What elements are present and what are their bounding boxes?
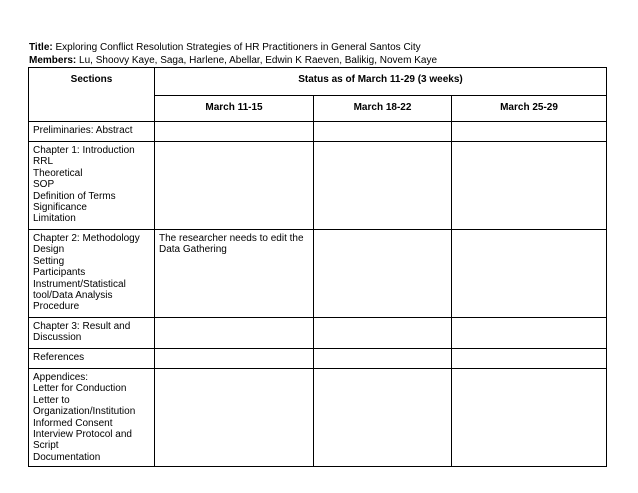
members-text: Lu, Shoovy Kaye, Saga, Harlene, Abellar, Edwin K Raeven, Balikig, Novem Kaye [79,55,438,66]
section-line: Discussion [33,332,82,344]
section-line: Appendices: [33,372,89,383]
section-line: Procedure [33,301,80,313]
section-line: SOP [33,179,55,191]
section-line: Informed Consent [33,417,113,429]
status-cell-week-2 [314,230,452,318]
table-row [29,369,607,467]
table-body [29,122,607,467]
section-line: Participants [33,267,86,279]
section-line: Theoretical [33,167,83,179]
status-cell-week-1 [155,318,314,349]
section-line: Preliminaries: Abstract [33,125,133,136]
document-header [29,41,437,67]
status-cell-week-3 [452,230,607,318]
status-cell-week-2 [314,142,452,230]
title-label: Title: [29,42,53,53]
status-header: Status as of March 11-29 (3 weeks) [155,68,607,96]
title-text: Exploring Conflict Resolution Strategies of HR Practitioners in General Santos City [55,42,421,53]
members-line [29,54,437,67]
section-line: Chapter 3: Result and [33,321,131,332]
section-line: Documentation [33,451,101,463]
status-table [28,67,607,467]
status-cell-week-3 [452,122,607,142]
section-line: Setting [33,255,65,267]
table-row [29,122,607,142]
header-row [29,68,607,96]
section-line: Limitation [33,213,76,225]
week-header-2: March 18-22 [314,96,452,122]
status-cell-week-2 [314,349,452,369]
section-line: Instrument/Statistical [33,278,126,290]
status-cell-week-1 [155,142,314,230]
section-line: Definition of Terms [33,190,116,202]
status-cell-week-3 [452,369,607,467]
section-line: Script [33,440,59,452]
status-cell-week-1 [155,349,314,369]
section-cell [29,142,155,230]
section-line: References [33,352,85,363]
section-line: Chapter 2: Methodology [33,233,140,244]
section-line: Significance [33,202,87,214]
section-cell [29,369,155,467]
section-cell [29,122,155,142]
section-line: Interview Protocol and [33,429,132,441]
status-cell-week-3 [452,142,607,230]
status-cell-week-3 [452,318,607,349]
section-line: tool/Data Analysis [33,290,113,302]
status-cell-week-2 [314,122,452,142]
members-label: Members: [29,55,77,66]
status-cell-week-1 [155,122,314,142]
table-row [29,230,607,318]
table-row [29,142,607,230]
week-header-3: March 25-29 [452,96,607,122]
section-line: Design [33,244,65,256]
status-cell-week-2 [314,318,452,349]
week-header-1: March 11-15 [155,96,314,122]
section-cell [29,318,155,349]
section-line: Letter to [33,394,70,406]
sections-header: Sections [29,68,155,122]
status-cell-week-1 [155,369,314,467]
table-row [29,349,607,369]
status-cell-week-1: The researcher needs to edit the Data Gathering [155,230,314,318]
table-row [29,318,607,349]
title-line [29,41,437,54]
section-line: Chapter 1: Introduction [33,145,135,156]
section-cell [29,349,155,369]
status-cell-week-2 [314,369,452,467]
section-line: Letter for Conduction [33,383,127,395]
status-cell-week-3 [452,349,607,369]
section-cell [29,230,155,318]
section-line: RRL [33,156,54,168]
section-line: Organization/Institution [33,406,136,418]
